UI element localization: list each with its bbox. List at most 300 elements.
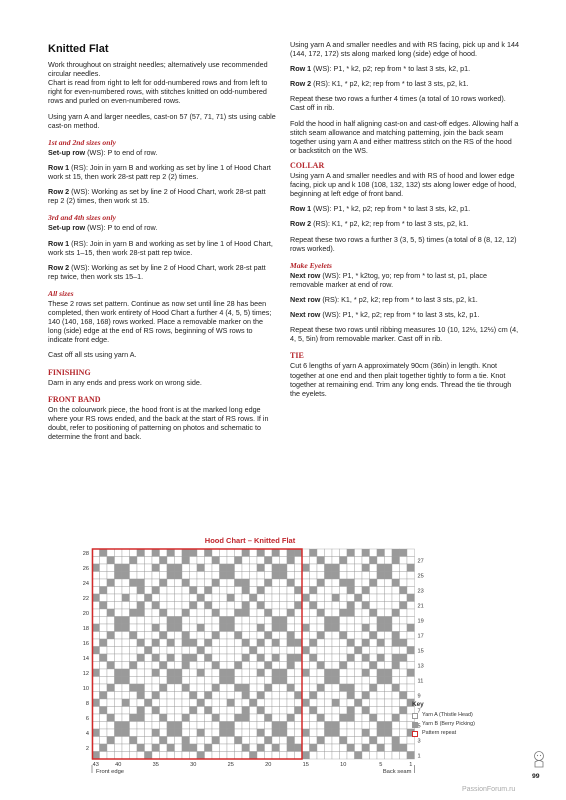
instruction-line: Row 1 (WS): P1, * k2, p2; rep from * to last 3 sts, k2, p1. (290, 204, 471, 214)
chart-cell (182, 624, 190, 632)
row-label-left: 16 (82, 641, 89, 647)
row-label-right: 23 (417, 588, 424, 595)
chart-cell (265, 722, 273, 730)
chart-cell (115, 752, 123, 760)
chart-cell (220, 572, 228, 580)
body-paragraph: Cast off all sts using yarn A. (48, 350, 137, 360)
chart-cell (310, 602, 318, 610)
chart-cell (242, 707, 250, 715)
chart-cell (122, 549, 130, 557)
chart-cell (152, 752, 160, 760)
row-label-right: 11 (417, 678, 424, 685)
chart-cell (362, 684, 370, 692)
chart-cell (265, 557, 273, 565)
chart-cell (242, 549, 250, 557)
chart-cell (242, 572, 250, 580)
chart-cell (280, 752, 288, 760)
chart-cell (280, 602, 288, 610)
chart-cell (250, 722, 258, 730)
chart-cell (130, 557, 138, 565)
chart-cell (250, 632, 258, 640)
chart-cell (385, 609, 393, 617)
chart-cell (220, 714, 228, 722)
section-title: Knitted Flat (48, 43, 109, 55)
chart-cell (242, 714, 250, 722)
chart-cell (272, 692, 280, 700)
chart-cell (160, 647, 168, 655)
chart-cell (362, 624, 370, 632)
chart-cell (175, 594, 183, 602)
column-label: 35 (152, 762, 159, 768)
chart-cell (182, 557, 190, 565)
chart-cell (212, 684, 220, 692)
chart-cell (145, 639, 153, 647)
chart-cell (407, 639, 415, 647)
chart-cell (370, 722, 378, 730)
chart-cell (190, 587, 198, 595)
chart-cell (227, 707, 235, 715)
chart-cell (295, 632, 303, 640)
chart-cell (302, 579, 310, 587)
chart-cell (280, 549, 288, 557)
chart-cell (145, 602, 153, 610)
chart-cell (317, 624, 325, 632)
chart-cell (182, 744, 190, 752)
chart-cell (370, 587, 378, 595)
chart-cell (377, 752, 385, 760)
chart-cell (257, 587, 265, 595)
chart-cell (287, 617, 295, 625)
chart-cell (265, 594, 273, 602)
chart-cell (145, 632, 153, 640)
chart-cell (332, 602, 340, 610)
chart-cell (197, 669, 205, 677)
chart-cell (317, 714, 325, 722)
intro-paragraph: Using yarn A and larger needles, cast-on 57 (57, 71, 71) sts using cable cast-on method. (48, 111, 276, 130)
chart-cell (272, 677, 280, 685)
key-title: Key (412, 701, 424, 708)
chart-cell (175, 752, 183, 760)
chart-cell (235, 632, 243, 640)
chart-cell (107, 699, 115, 707)
chart-cell (130, 707, 138, 715)
chart-cell (137, 617, 145, 625)
chart-cell (377, 692, 385, 700)
subheading-sizes-3-4: 3rd and 4th sizes only (48, 213, 116, 223)
chart-cell (280, 632, 288, 640)
chart-cell (280, 662, 288, 670)
chart-cell (385, 729, 393, 737)
chart-cell (355, 587, 363, 595)
chart-cell (385, 587, 393, 595)
chart-cell (370, 617, 378, 625)
chart-cell (325, 647, 333, 655)
chart-cell (392, 662, 400, 670)
chart-cell (385, 572, 393, 580)
chart-cell (100, 737, 108, 745)
chart-cell (227, 684, 235, 692)
chart-cell (392, 617, 400, 625)
chart-cell (302, 752, 310, 760)
column-label: 15 (302, 762, 309, 768)
chart-cell (302, 684, 310, 692)
chart-cell (295, 572, 303, 580)
chart-cell (310, 639, 318, 647)
chart-cell (190, 677, 198, 685)
chart-cell (287, 624, 295, 632)
chart-cell (100, 594, 108, 602)
chart-cell (355, 609, 363, 617)
chart-cell (332, 572, 340, 580)
body-paragraph: These 2 rows set pattern. Continue as now set until line 28 has been completed, then work entirety of Hood Chart a further 4 (4, 5, 5) times; 140 (140, 168, 168) rows worked. Place a removable marker on the long (side) edge at the end of RS rows, beginning of WS rows to indicate front edge. (48, 298, 272, 345)
chart-cell (197, 707, 205, 715)
chart-cell (362, 662, 370, 670)
chart-cell (115, 684, 123, 692)
chart-cell (242, 677, 250, 685)
chart-cell (115, 707, 123, 715)
chart-cell (205, 654, 213, 662)
chart-cell (332, 744, 340, 752)
chart-cell (310, 624, 318, 632)
chart-cell (392, 602, 400, 610)
chart-cell (362, 714, 370, 722)
chart-cell (115, 677, 123, 685)
chart-cell (362, 752, 370, 760)
chart-cell (332, 549, 340, 557)
chart-cell (392, 737, 400, 745)
chart-cell (257, 677, 265, 685)
chart-cell (175, 564, 183, 572)
chart-cell (145, 572, 153, 580)
chart-cell (317, 594, 325, 602)
chart-cell (310, 684, 318, 692)
chart-cell (340, 609, 348, 617)
chart-cell (400, 624, 408, 632)
chart-cell (355, 699, 363, 707)
chart-cell (137, 549, 145, 557)
chart-cell (175, 654, 183, 662)
chart-cell (160, 677, 168, 685)
chart-cell (100, 722, 108, 730)
chart-cell (242, 662, 250, 670)
chart-cell (370, 752, 378, 760)
chart-cell (302, 647, 310, 655)
instruction-line: Next row (WS): P1, * k2tog, yo; rep from * to last st, p1, place removable marker at end of row. (290, 270, 487, 289)
chart-cell (212, 647, 220, 655)
chart-cell (137, 752, 145, 760)
chart-cell (347, 744, 355, 752)
chart-cell (407, 617, 415, 625)
chart-cell (400, 729, 408, 737)
chart-cell (220, 752, 228, 760)
chart-cell (280, 677, 288, 685)
chart-cell (160, 639, 168, 647)
intro-paragraph: Work throughout on straight needles; alternatively use recommended circular needles. (48, 60, 268, 79)
chart-cell (152, 722, 160, 730)
chart-cell (122, 602, 130, 610)
chart-cell (400, 632, 408, 640)
chart-cell (115, 639, 123, 647)
chart-cell (220, 602, 228, 610)
chart-cell (257, 669, 265, 677)
chart-cell (250, 617, 258, 625)
chart-cell (205, 602, 213, 610)
chart-cell (400, 549, 408, 557)
chart-cell (347, 752, 355, 760)
chart-cell (220, 707, 228, 715)
chart-cell (235, 572, 243, 580)
chart-cell (152, 617, 160, 625)
chart-cell (385, 624, 393, 632)
chart-cell (130, 714, 138, 722)
chart-cell (167, 707, 175, 715)
chart-cell (325, 564, 333, 572)
body-paragraph: On the colourwork piece, the hood front is at the marked long edge where your RS rows ended, and the back at the start of RS rows. If in doubt, refer to positioning of patterning on photos and schematic to determine the front and back. (48, 404, 269, 442)
chart-cell (220, 549, 228, 557)
chart-cell (407, 579, 415, 587)
chart-cell (190, 617, 198, 625)
chart-cell (235, 624, 243, 632)
chart-cell (197, 662, 205, 670)
chart-cell (227, 639, 235, 647)
chart-cell (257, 752, 265, 760)
chart-cell (197, 632, 205, 640)
chart-cell (377, 609, 385, 617)
chart-cell (137, 714, 145, 722)
chart-cell (250, 699, 258, 707)
chart-cell (235, 684, 243, 692)
chart-cell (302, 692, 310, 700)
chart-cell (377, 654, 385, 662)
chart-cell (190, 744, 198, 752)
chart-cell (302, 587, 310, 595)
chart-cell (115, 692, 123, 700)
chart-cell (302, 624, 310, 632)
chart-cell (400, 707, 408, 715)
chart-cell (295, 602, 303, 610)
chart-cell (325, 617, 333, 625)
chart-cell (242, 594, 250, 602)
body-paragraph: Cut 6 lengths of yarn A approximately 90cm (36in) in length. Knot together at one end and then plait together tightly to form a tie. Knot together at remaining end. Trim any long ends. Thread the tie through the eyelets. (290, 361, 512, 398)
chart-cell (302, 699, 310, 707)
chart-cell (310, 677, 318, 685)
chart-cell (212, 707, 220, 715)
chart-cell (152, 744, 160, 752)
chart-cell (137, 692, 145, 700)
chart-cell (160, 669, 168, 677)
chart-cell (400, 639, 408, 647)
chart-cell (152, 579, 160, 587)
chart-cell (340, 602, 348, 610)
chart-cell (152, 647, 160, 655)
chart-cell (107, 572, 115, 580)
chart-cell (212, 692, 220, 700)
chart-cell (400, 669, 408, 677)
chart-cell (340, 654, 348, 662)
chart-cell (130, 624, 138, 632)
chart-cell (362, 602, 370, 610)
chart-cell (190, 707, 198, 715)
chart-cell (235, 737, 243, 745)
chart-cell (160, 587, 168, 595)
chart-cell (257, 714, 265, 722)
row-label-left: 26 (82, 566, 89, 572)
chart-cell (400, 722, 408, 730)
chart-cell (392, 609, 400, 617)
chart-cell (370, 654, 378, 662)
chart-cell (100, 617, 108, 625)
chart-cell (302, 549, 310, 557)
chart-cell (325, 587, 333, 595)
chart-cell (122, 744, 130, 752)
chart-cell (295, 752, 303, 760)
chart-cell (272, 632, 280, 640)
chart-cell (347, 594, 355, 602)
chart-cell (107, 579, 115, 587)
chart-cell (220, 737, 228, 745)
chart-cell (325, 579, 333, 587)
chart-cell (167, 729, 175, 737)
chart-cell (227, 662, 235, 670)
chart-cell (317, 684, 325, 692)
chart-cell (317, 662, 325, 670)
chart-cell (227, 564, 235, 572)
chart-cell (197, 699, 205, 707)
chart-cell (310, 714, 318, 722)
chart-cell (137, 639, 145, 647)
chart-cell (332, 609, 340, 617)
chart-cell (130, 677, 138, 685)
chart-cell (407, 602, 415, 610)
chart-cell (325, 684, 333, 692)
chart-cell (235, 729, 243, 737)
chart-cell (332, 654, 340, 662)
column-label: 25 (227, 762, 234, 768)
chart-cell (347, 669, 355, 677)
chart-cell (310, 744, 318, 752)
chart-cell (332, 677, 340, 685)
chart-cell (197, 609, 205, 617)
chart-cell (332, 647, 340, 655)
chart-cell (272, 707, 280, 715)
chart-cell (152, 707, 160, 715)
chart-cell (197, 557, 205, 565)
chart-cell (160, 572, 168, 580)
chart-cell (257, 602, 265, 610)
row-label-left: 20 (82, 611, 89, 617)
body-paragraph: Repeat these two rows a further 3 (3, 5, 5) times (a total of 8 (8, 12, 12) rows worked). (290, 234, 517, 253)
chart-cell (272, 662, 280, 670)
chart-cell (130, 639, 138, 647)
chart-cell (302, 572, 310, 580)
chart-cell (175, 699, 183, 707)
chart-cell (197, 624, 205, 632)
instruction-line: Row 1 (RS): Join in yarn B and working as set by line 1 of Hood Chart work st 15, then work 28-st patt rep 2 (2) times. (48, 162, 271, 182)
chart-cell (370, 609, 378, 617)
chart-cell (370, 677, 378, 685)
chart-cell (257, 692, 265, 700)
row-label-right: 13 (417, 663, 424, 670)
chart-cell (370, 564, 378, 572)
chart-cell (175, 549, 183, 557)
chart-cell (160, 707, 168, 715)
chart-cell (272, 572, 280, 580)
chart-cell (295, 744, 303, 752)
chart-cell (392, 692, 400, 700)
chart-cell (370, 692, 378, 700)
chart-cell (115, 579, 123, 587)
row-label-left: 14 (82, 656, 89, 662)
chart-cell (265, 647, 273, 655)
chart-cell (145, 752, 153, 760)
chart-cell (392, 722, 400, 730)
chart-cell (257, 707, 265, 715)
chart-cell (235, 602, 243, 610)
chart-cell (205, 662, 213, 670)
chart-cell (400, 662, 408, 670)
chart-cell (182, 647, 190, 655)
chart-cell (190, 639, 198, 647)
chart-cell (220, 609, 228, 617)
chart-cell (212, 729, 220, 737)
chart-cell (310, 737, 318, 745)
chart-cell (347, 557, 355, 565)
chart-cell (227, 669, 235, 677)
chart-cell (137, 609, 145, 617)
chart-cell (167, 714, 175, 722)
chart-cell (145, 549, 153, 557)
instruction-line: Row 1 (RS): Join in yarn B and working as set by line 1 of Hood Chart, work sts 1–15, then work 28-st patt rep twice. (48, 238, 273, 257)
chart-cell (332, 707, 340, 715)
chart-cell (272, 699, 280, 707)
knitting-mascot-icon (532, 750, 546, 770)
chart-cell (392, 632, 400, 640)
instruction-line: Next row (RS): K1, * p2, k2; rep from * to last 3 sts, p2, k1. (290, 294, 478, 304)
chart-cell (287, 557, 295, 565)
chart-cell (197, 549, 205, 557)
chart-cell (122, 662, 130, 670)
chart-cell (212, 617, 220, 625)
row-label-left: 24 (82, 581, 89, 587)
chart-cell (317, 752, 325, 760)
chart-cell (377, 549, 385, 557)
chart-cell (400, 579, 408, 587)
chart-cell (317, 587, 325, 595)
chart-cell (115, 654, 123, 662)
chart-cell (137, 654, 145, 662)
chart-cell (122, 609, 130, 617)
chart-cell (332, 737, 340, 745)
chart-cell (220, 722, 228, 730)
chart-cell (400, 572, 408, 580)
chart-cell (227, 654, 235, 662)
chart-cell (167, 557, 175, 565)
chart-cell (145, 707, 153, 715)
chart-cell (190, 647, 198, 655)
column-label: 43 (92, 762, 99, 768)
chart-cell (167, 737, 175, 745)
chart-cell (355, 639, 363, 647)
chart-cell (347, 729, 355, 737)
chart-cell (152, 602, 160, 610)
chart-cell (205, 729, 213, 737)
chart-cell (130, 587, 138, 595)
chart-cell (340, 714, 348, 722)
chart-cell (100, 752, 108, 760)
chart-cell (182, 587, 190, 595)
chart-cell (280, 609, 288, 617)
chart-cell (145, 684, 153, 692)
